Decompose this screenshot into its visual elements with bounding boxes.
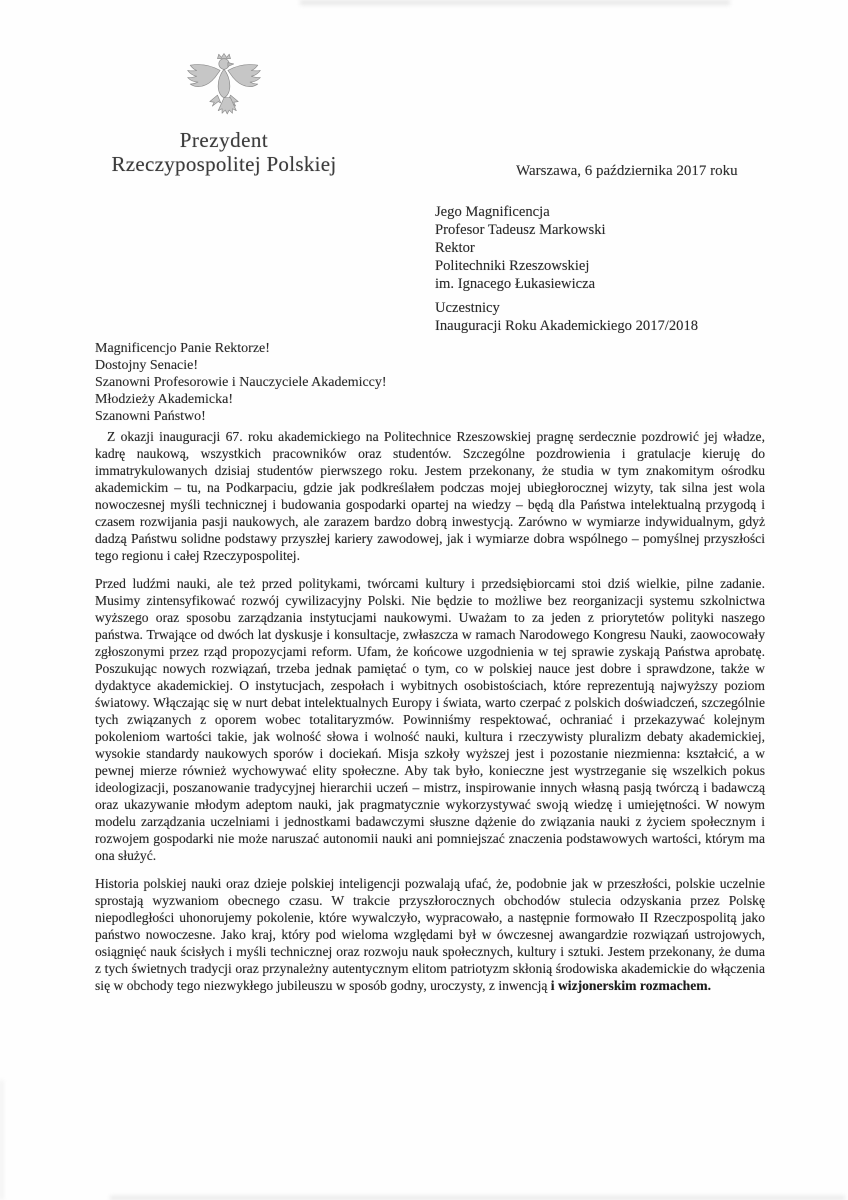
salutation-line-guests: Szanowni Państwo!: [95, 409, 206, 424]
paragraph-2: Przed ludźmi nauki, ale też przed politykami, twórcami kultury i przedsiębiorcami stoi dziś wielkie, pilne zadanie. Musimy zintensyfikować rozwój cywilizacyjny Polski. Nie będzie to możliwe bez reorganizacji systemu szkolnictwa wyższego oraz sposobu zarządzania instytucjami naukowymi. Uważam to za jeden z priorytetów polityki naszego państwa. Trwające od dwóch lat dyskusje i konsultacje, zwłaszcza w ramach Narodowego Kongresu Nauki, zaowocowały zgłoszonymi przez rząd propozycjami reform. Ufam, że końcowe uzgodnienia w tej sprawie zyskają Państwa aprobatę. Poszukując nowych rozwiązań, trzeba jednak pamiętać o tym, co w polskiej nauce jest dobre i sprawdzone, także w dydaktyce akademickiej. O instytucjach, zespołach i wybitnych osobistościach, które reprezentują najwyższy poziom światowy. Włączając się w nurt debat intelektualnych Europy i świata, warto czerpać z polskich doświadczeń, szczególnie tych związanych z oporem wobec totalitaryzmów. Powinniśmy respektować, ochraniać i przekazywać kolejnym pokoleniom wartości takie, jak wolność słowa i wolność nauki, kultura i rzeczywisty pluralizm debaty akademickiej, wysokie standardy naukowych sporów i dociekań. Misja szkoły wyższej jest i pozostanie niezmienna: kształcić, a w pewnej mierze również wychowywać elity społeczne. Aby tak było, konieczne jest wystrzeganie się wszelkich pokus ideologizacji, poszanowanie tradycyjnej hierarchii uczeń – mistrz, inspirowanie innych własną pasją twórczą i badawczą oraz ukazywanie młodym adeptom nauki, jak pragmatycznie wykorzystywać swoją wiedzę i umiejętności. W nowym modelu zarządzania uczelniami i jednostkami badawczymi słuszne dążenie do związania nauki z życiem społecznym i rozwojem gospodarki nie może naruszać autonomii nauki ani pomniejszać znaczenia podstawowych wartości, którym ma ona służyć.: [95, 576, 765, 863]
date-line: Warszawa, 6 października 2017 roku: [516, 163, 738, 179]
recipient-line-name: Profesor Tadeusz Markowski: [435, 222, 606, 238]
letterhead: [98, 52, 350, 176]
recipient-secondary-block: [435, 299, 698, 335]
paragraph-3-emphasized-ending: i wizjonerskim rozmachem.: [550, 978, 711, 993]
salutation-line-senate: Dostojny Senacie!: [95, 358, 199, 373]
paragraph-3-main: Historia polskiej nauki oraz dzieje polskiej inteligencji pozwalają ufać, że, podobnie jak w przeszłości, polskie uczelnie sprostają wyzwaniom obecnego czasu. W trakcie przyszłorocznych obchodów stulecia odzyskania przez Polskę niepodległości uhonorujemy pokolenie, które wywalczyło, wypracowało, a następnie formowało II Rzeczpospolitą jako państwo nowoczesne. Jako kraj, który pod wieloma względami był w ówczesnej awangardzie rozwiązań ustrojowych, osiągnięć nauk ścisłych i myśli technicznej oraz rozwoju nauk społecznych, kultury i sztuki. Jestem przekonany, że duma z tych świetnych tradycji oraz przynależny autentycznym elitom patriotyzm skłonią środowiska akademickie do włączenia się w obchody tego niezwykłego jubileuszu w sposób godny, uroczysty, z inwencją: [95, 876, 765, 993]
paragraph-1: Z okazji inauguracji 67. roku akademickiego na Politechnice Rzeszowskiej pragnę serdecznie pozdrowić jej władze, kadrę naukową, wszystkich pracowników oraz studentów. Szczególne pozdrowienia i gratulacje kieruję do immatrykulowanych dzisiaj studentów pierwszego roku. Jestem przekonany, że studia w tym znakomitym ośrodku akademickim – tu, na Podkarpaciu, gdzie jak podkreślałem podczas mojej ubiegłorocznej wizyty, tak silna jest wola nowoczesnej myśli technicznej i budowania gospodarki opartej na wiedzy – będą dla Państwa intelektualną przygodą i czasem rozwijania pasji naukowych, ale zarazem bardzo dobrą inwestycją. Zarówno w wymiarze indywidualnym, gdyż dadzą Państwu solidne podstawy przyszłej kariery zawodowej, jak i wymiarze dobra wspólnego – pomyślnej przyszłości tego regionu i całej Rzeczypospolitej.: [95, 429, 765, 563]
polish-eagle-emblem: [98, 52, 350, 120]
recipient-line-honorific: Jego Magnificencja: [435, 204, 550, 220]
letter-body: [95, 428, 765, 1005]
recipient-block: [435, 203, 698, 335]
salutation-block: [95, 340, 387, 425]
letterhead-title-line1: Prezydent: [179, 128, 269, 152]
scan-artifact-top: [300, 0, 730, 5]
recipient-line-event: Inauguracji Roku Akademickiego 2017/2018: [435, 318, 699, 334]
scan-artifact-bottom: [110, 1196, 845, 1200]
recipient-line-patron: im. Ignacego Łukasiewicza: [435, 276, 596, 292]
salutation-line-professors: Szanowni Profesorowie i Nauczyciele Akademiccy!: [95, 375, 387, 390]
recipient-line-institution: Politechniki Rzeszowskiej: [435, 258, 590, 274]
paragraph-3: [95, 875, 765, 994]
letterhead-title-line2: Rzeczypospolitej Polskiej: [111, 152, 337, 176]
recipient-line-title: Rektor: [435, 240, 475, 256]
scan-artifact-left-edge: [0, 1080, 3, 1200]
salutation-line-youth: Młodzieży Akademicka!: [95, 392, 234, 407]
salutation-line-rector: Magnificencjo Panie Rektorze!: [95, 341, 270, 356]
recipient-line-participants: Uczestnicy: [435, 300, 500, 316]
